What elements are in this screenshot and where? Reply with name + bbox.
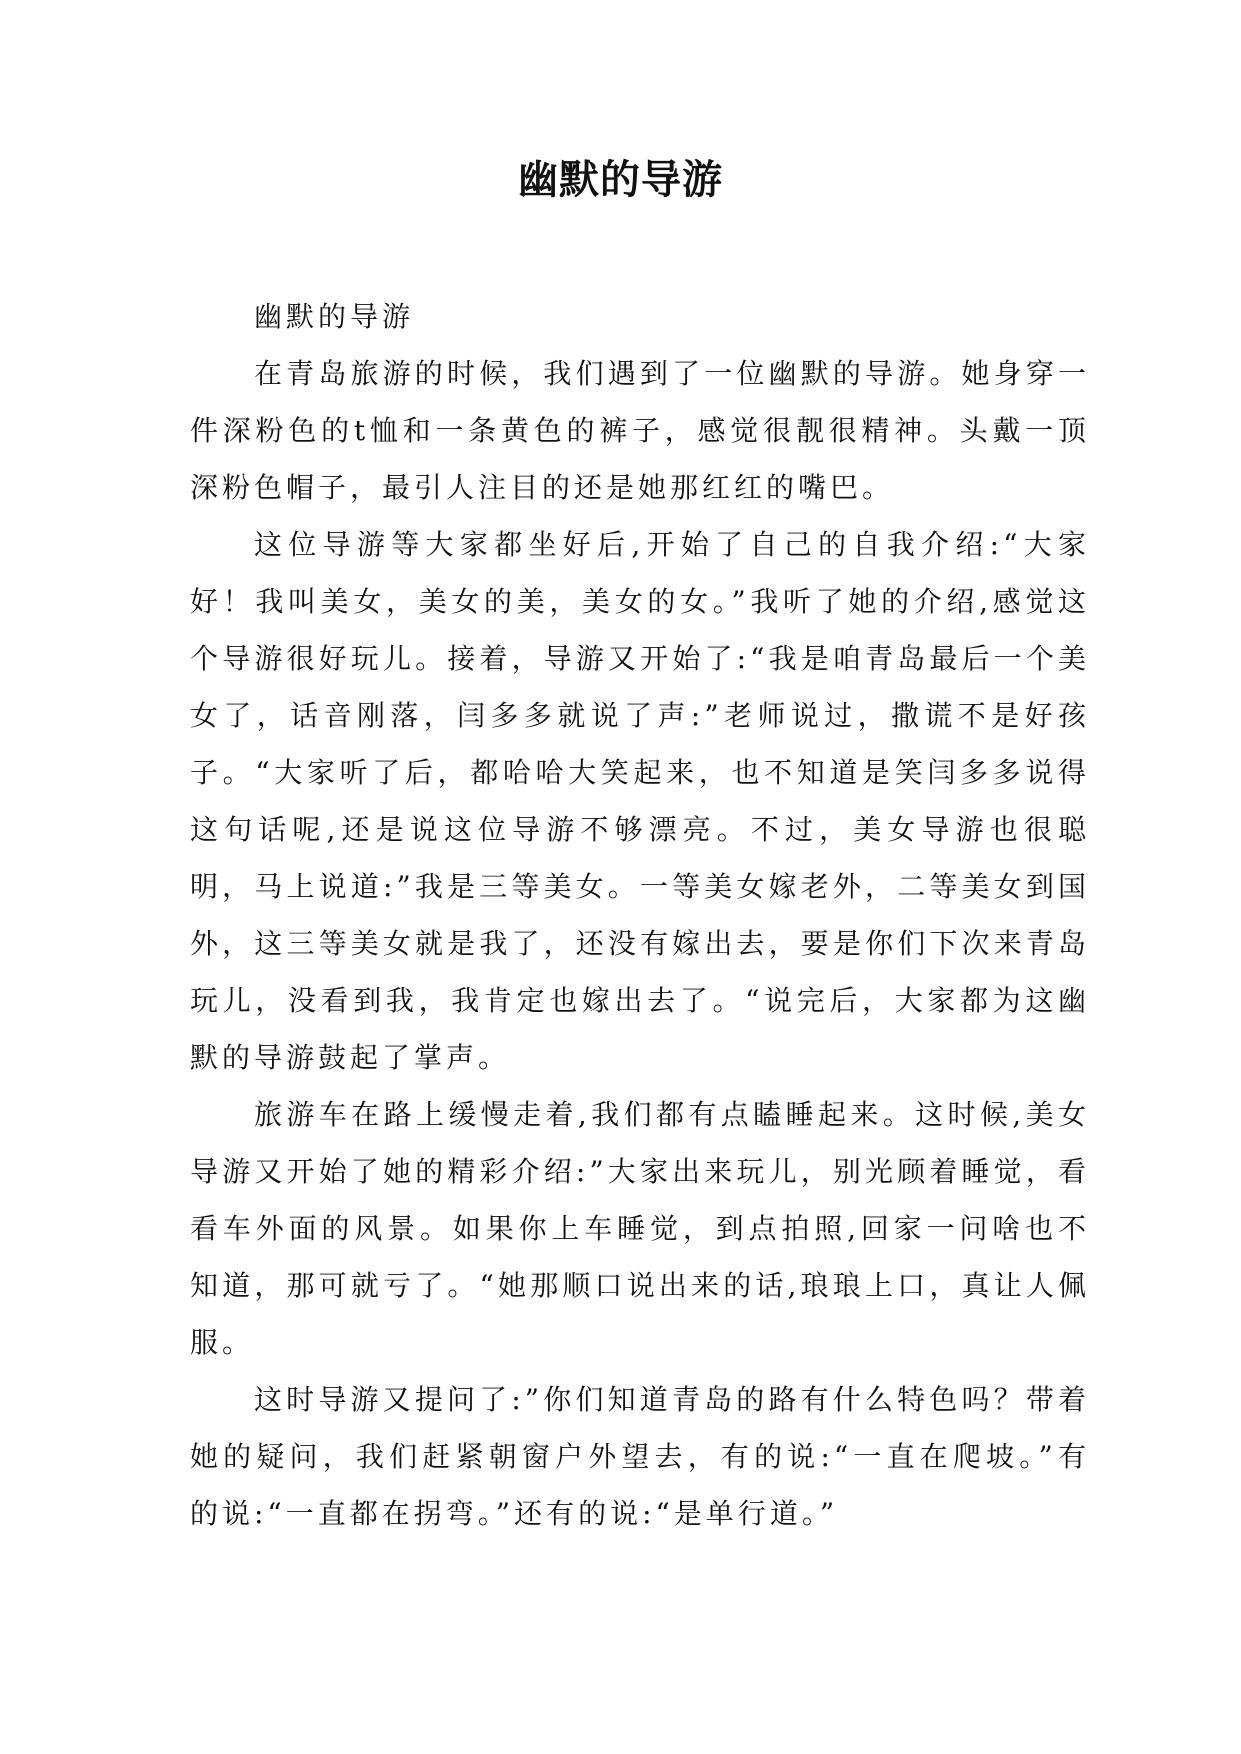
paragraph: 旅游车在路上缓慢走着,我们都有点瞌睡起来。这时候,美女导游又开始了她的精彩介绍:”大家出来玩儿，别光顾着睡觉，看看车外面的风景。如果你上车睡觉，到点拍照,回家一问啥也不知道，那可就亏了。“她那顺口说出来的话,琅琅上口，真让人佩服。	[190, 1098, 1090, 1359]
document-title: 幽默的导游	[518, 157, 723, 203]
paragraph: 在青岛旅游的时候，我们遇到了一位幽默的导游。她身穿一件深粉色的t恤和一条黄色的裤子，感觉很靓很精神。头戴一顶深粉色帽子，最引人注目的还是她那红红的嘴巴。	[190, 357, 1090, 504]
paragraph: 这时导游又提问了:”你们知道青岛的路有什么特色吗？带着她的疑问，我们赶紧朝窗户外望去，有的说:“一直在爬坡。”有的说:“一直都在拐弯。”还有的说:“是单行道。”	[190, 1383, 1090, 1530]
paragraph-subtitle: 幽默的导游	[254, 300, 415, 333]
document-body	[190, 288, 1090, 1542]
paragraph: 这位导游等大家都坐好后,开始了自己的自我介绍:“大家好！我叫美女，美女的美，美女的女。”我听了她的介绍,感觉这个导游很好玩儿。接着，导游又开始了:“我是咱青岛最后一个美女了，话音刚落，闫多多就说了声:”老师说过，撒谎不是好孩子。“大家听了后，都哈哈大笑起来，也不知道是笑闫多多说得这句话呢,还是说这位导游不够漂亮。不过，美女导游也很聪明，马上说道:”我是三等美女。一等美女嫁老外，二等美女到国外，这三等美女就是我了，还没有嫁出去，要是你们下次来青岛玩儿，没看到我，我肯定也嫁出去了。“说完后，大家都为这幽默的导游鼓起了掌声。	[190, 528, 1090, 1074]
